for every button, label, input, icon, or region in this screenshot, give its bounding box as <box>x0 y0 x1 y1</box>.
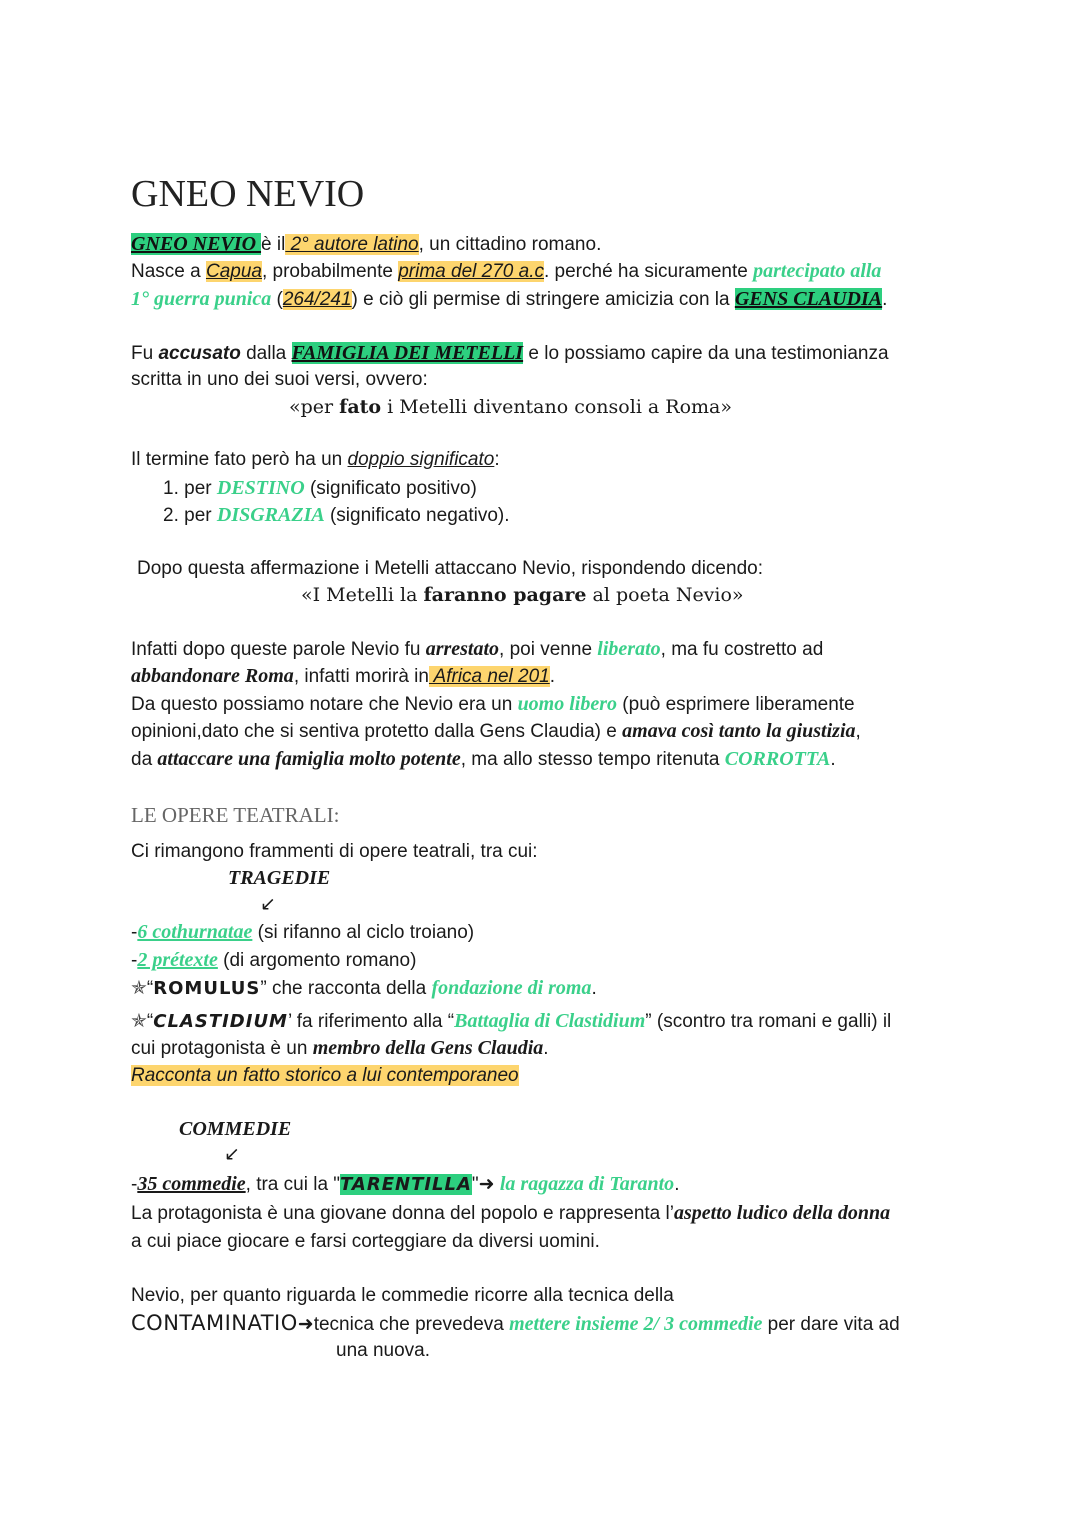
text-segment: , <box>855 721 861 742</box>
text-segment: : <box>494 449 500 470</box>
text-segment: Nevio, per quanto riguarda le commedie ricorre alla tecnica della <box>131 1285 674 1306</box>
text-segment: Nasce a <box>131 261 206 282</box>
text-segment: ( <box>271 289 283 310</box>
text-line <box>131 747 836 772</box>
text-segment: ➜tecnica che prevedeva <box>297 1314 510 1335</box>
text-line <box>131 692 855 717</box>
text-segment: membro della Gens Claudia <box>312 1037 544 1059</box>
text-line <box>131 637 823 662</box>
section-heading <box>131 803 339 827</box>
text-segment: - <box>131 1174 138 1195</box>
text-segment: CLASTIDIUM <box>153 1011 288 1032</box>
text-line <box>131 1172 679 1197</box>
text-segment: “ <box>146 1011 154 1032</box>
text-segment: abbandonare Roma <box>131 665 294 687</box>
text-line <box>131 664 555 689</box>
text-segment: CORROTTA <box>724 748 831 770</box>
text-segment: ” che racconta della <box>260 978 432 999</box>
highlighted-text: FAMIGLIA DEI METELLI <box>291 342 524 364</box>
text-segment: (si rifanno al ciclo troiano) <box>252 922 475 943</box>
text-line <box>131 1064 519 1088</box>
text-line <box>131 1284 674 1308</box>
text-line <box>131 976 597 1001</box>
text-line <box>131 368 428 392</box>
text-segment: TRAGEDIE <box>228 867 331 889</box>
text-segment: ↙ <box>224 1144 240 1165</box>
text-line <box>131 232 601 257</box>
text-segment: i Metelli diventano consoli a Roma» <box>381 396 733 418</box>
text-segment: fondazione di roma <box>431 977 592 999</box>
text-segment: ROMULUS <box>153 978 261 999</box>
text-line <box>131 287 887 312</box>
quote-line <box>289 395 732 419</box>
text-segment: (di argomento romano) <box>217 950 417 971</box>
text-segment: . <box>549 666 556 687</box>
text-segment: La protagonista è una giovane donna del popolo e rappresenta l’ <box>131 1203 674 1224</box>
highlighted-text: GENS CLAUDIA <box>734 288 883 310</box>
text-line <box>131 259 881 284</box>
text-segment: GNEO NEVIO <box>131 173 365 215</box>
text-segment: e lo possiamo capire da una testimonianza <box>523 343 889 364</box>
text-line <box>336 1339 430 1363</box>
text-segment: faranno pagare <box>423 584 587 606</box>
text-line <box>131 719 861 744</box>
text-line <box>163 476 477 501</box>
text-segment: ’ fa riferimento alla “ <box>287 1011 455 1032</box>
text-segment: attaccare una famiglia molto potente <box>157 748 461 770</box>
star-icon: ✯ <box>131 1011 147 1032</box>
text-segment: 1. per <box>163 478 217 499</box>
text-segment: ” (scontro tra romani e galli) il <box>645 1011 892 1032</box>
text-segment: partecipato alla <box>753 260 882 282</box>
text-segment: - <box>131 950 138 971</box>
text-segment: fato <box>339 396 382 418</box>
text-segment: 2 prétexte <box>137 949 218 971</box>
text-line <box>131 920 474 945</box>
text-segment: la ragazza di Taranto <box>499 1173 675 1195</box>
highlighted-text: Capua <box>205 261 262 282</box>
text-segment: amava così tanto la giustizia <box>622 720 856 742</box>
text-line <box>228 866 330 891</box>
text-line <box>131 448 500 472</box>
text-segment: (significato negativo). <box>324 505 510 526</box>
text-segment: arrestato <box>425 638 500 660</box>
text-segment: Battaglia di Clastidium <box>454 1010 646 1032</box>
text-line <box>131 1009 891 1034</box>
text-segment: , un cittadino romano. <box>418 234 602 255</box>
text-segment: per dare vita ad <box>762 1314 900 1335</box>
text-segment: DESTINO <box>216 477 305 499</box>
text-segment: Il termine fato però ha un <box>131 449 348 470</box>
text-segment: LE OPERE TEATRALI: <box>131 803 340 827</box>
text-segment: accusato <box>158 343 241 364</box>
text-segment: opinioni,dato che si sentiva protetto dalla Gens Claudia) e <box>131 721 623 742</box>
text-segment: ) e ciò gli permise di stringere amicizia con la <box>351 289 735 310</box>
text-line <box>163 503 510 528</box>
text-segment: Da questo possiamo notare che Nevio era un <box>131 694 518 715</box>
text-segment: da <box>131 749 158 770</box>
text-segment: , poi venne <box>499 639 598 660</box>
text-segment: , probabilmente <box>261 261 399 282</box>
text-segment: - <box>131 922 138 943</box>
quote-line <box>301 583 744 607</box>
text-segment: è il <box>261 234 286 255</box>
text-line <box>131 840 538 864</box>
text-line <box>131 1036 549 1061</box>
text-segment: 1° guerra punica <box>131 288 272 310</box>
text-line <box>131 341 889 366</box>
highlighted-text: 264/241 <box>282 289 352 310</box>
highlighted-text: Racconta un fatto storico a lui contemporaneo <box>131 1065 519 1086</box>
highlighted-text: TARENTILLA <box>340 1174 472 1195</box>
text-segment: COMMEDIE <box>179 1118 292 1140</box>
text-segment: CONTAMINATIO <box>131 1311 298 1335</box>
text-line <box>131 1201 890 1226</box>
text-segment: . perché ha sicuramente <box>543 261 754 282</box>
text-line <box>131 1311 900 1337</box>
text-segment: dalla <box>240 343 292 364</box>
text-segment: . <box>830 749 836 770</box>
text-segment: Fu <box>131 343 159 364</box>
text-line <box>260 893 276 917</box>
text-segment: al poeta Nevio» <box>586 584 744 606</box>
text-segment: . <box>674 1174 680 1195</box>
text-line <box>137 557 763 581</box>
text-segment: cui protagonista è un <box>131 1038 313 1059</box>
text-segment: Dopo questa affermazione i Metelli attaccano Nevio, rispondendo dicendo: <box>137 558 763 579</box>
star-icon: ✯ <box>131 978 147 999</box>
text-segment: (significato positivo) <box>304 478 477 499</box>
text-segment: a cui piace giocare e farsi corteggiare da diversi uomini. <box>131 1231 600 1252</box>
text-segment: “ <box>146 978 154 999</box>
highlighted-text: prima del 270 a.c <box>398 261 544 282</box>
text-segment: mettere insieme 2/ 3 commedie <box>509 1313 763 1335</box>
text-line <box>224 1143 240 1167</box>
text-segment: , tra cui la " <box>245 1174 341 1195</box>
text-segment: , ma fu costretto ad <box>660 639 824 660</box>
text-segment: 2. per <box>163 505 217 526</box>
text-segment: DISGRAZIA <box>216 504 325 526</box>
highlighted-text: GNEO NEVIO <box>131 233 262 255</box>
text-line <box>179 1117 291 1142</box>
text-segment: , infatti morirà in <box>293 666 429 687</box>
text-segment: (può esprimere liberamente <box>617 694 855 715</box>
text-segment: . <box>882 289 888 310</box>
text-segment: scritta in uno dei suoi versi, ovvero: <box>131 369 428 390</box>
text-line <box>131 948 416 973</box>
text-segment: «per <box>289 396 340 418</box>
text-segment: «I Metelli la <box>301 584 424 606</box>
text-line <box>131 1230 600 1254</box>
text-segment: doppio significato <box>347 449 495 470</box>
text-segment: Ci rimangono frammenti di opere teatrali, tra cui: <box>131 841 538 862</box>
text-segment: "➜ <box>471 1174 500 1195</box>
highlighted-text: 2° autore latino <box>285 234 419 255</box>
text-segment: aspetto ludico della donna <box>673 1202 891 1224</box>
text-segment: 35 commedie <box>137 1173 246 1195</box>
text-segment: uomo libero <box>517 693 618 715</box>
text-segment: liberato <box>597 638 661 660</box>
text-segment: , ma allo stesso tempo ritenuta <box>460 749 725 770</box>
page-title <box>131 172 364 216</box>
text-segment: una nuova. <box>336 1340 431 1361</box>
text-segment: ↙ <box>260 894 276 915</box>
highlighted-text: Africa nel 201 <box>428 666 550 687</box>
text-segment: . <box>543 1038 549 1059</box>
text-segment: 6 cothurnatae <box>137 921 253 943</box>
text-segment: . <box>591 978 597 999</box>
text-segment: Infatti dopo queste parole Nevio fu <box>131 639 426 660</box>
